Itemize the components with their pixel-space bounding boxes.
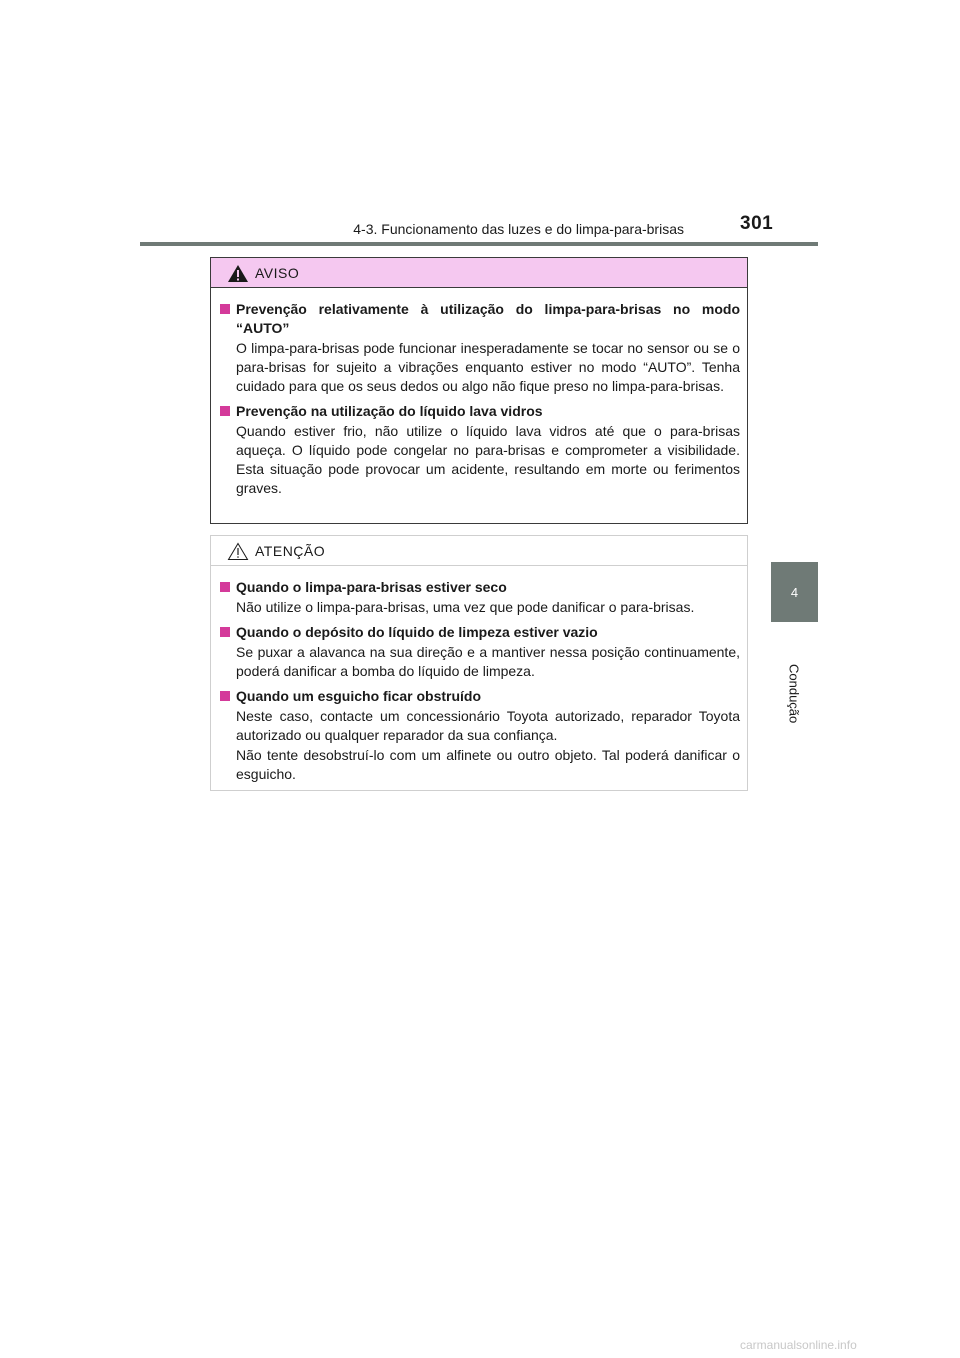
chapter-tab[interactable]: 4 bbox=[771, 562, 818, 622]
square-bullet-icon bbox=[220, 691, 230, 701]
item-title: Prevenção na utilização do líquido lava vidros bbox=[218, 402, 740, 421]
warning-label: AVISO bbox=[255, 264, 300, 281]
item-title: Quando o limpa-para-brisas estiver seco bbox=[218, 578, 740, 597]
square-bullet-icon bbox=[220, 582, 230, 592]
caution-triangle-icon bbox=[227, 542, 249, 561]
item-title: Prevenção relativamente à utilização do limpa-para-brisas no modo “AUTO” bbox=[218, 300, 740, 338]
warning-item bbox=[218, 402, 740, 498]
item-text: Não tente desobstruí-lo com um alfinete ou outro objeto. Tal poderá danificar o esguicho. bbox=[236, 747, 740, 782]
section-title: 4-3. Funcionamento das luzes e do limpa-para-brisas bbox=[353, 221, 684, 237]
caution-box bbox=[210, 535, 748, 791]
warning-triangle-icon bbox=[227, 264, 249, 283]
caution-item bbox=[218, 578, 740, 617]
header-rule bbox=[140, 242, 818, 246]
item-text: Se puxar a alavanca na sua direção e a mantiver nessa posição continuamente, poderá danificar a bomba do líquido de limpeza. bbox=[236, 644, 740, 679]
warning-item bbox=[218, 300, 740, 396]
page-number: 301 bbox=[740, 213, 774, 234]
warning-box bbox=[210, 257, 748, 524]
caution-header bbox=[211, 536, 747, 566]
square-bullet-icon bbox=[220, 304, 230, 314]
caution-item bbox=[218, 623, 740, 681]
square-bullet-icon bbox=[220, 406, 230, 416]
caution-item bbox=[218, 687, 740, 784]
item-text: Neste caso, contacte um concessionário Toyota autorizado, reparador Toyota autorizado ou qualquer reparador da sua confiança. bbox=[236, 708, 740, 743]
square-bullet-icon bbox=[220, 627, 230, 637]
chapter-label: Condução bbox=[786, 664, 802, 724]
watermark: carmanualsonline.info bbox=[740, 1338, 857, 1352]
item-text: Quando estiver frio, não utilize o líquido lava vidros até que o para-brisas aqueça. O líquido pode congelar no para-brisas e comprometer a visibilidade. Esta situação pode provocar um acidente, resultando em morte ou ferimentos graves. bbox=[236, 423, 740, 496]
item-text: Não utilize o limpa-para-brisas, uma vez que pode danificar o para-brisas. bbox=[236, 599, 695, 615]
item-title: Quando o depósito do líquido de limpeza estiver vazio bbox=[218, 623, 740, 642]
caution-label: ATENÇÃO bbox=[255, 542, 326, 559]
item-title: Quando um esguicho ficar obstruído bbox=[218, 687, 740, 706]
warning-header bbox=[211, 258, 747, 288]
item-text: O limpa-para-brisas pode funcionar inesperadamente se tocar no sensor ou se o para-brisas for sujeito a vibrações enquanto estiver no modo “AUTO”. Tenha cuidado para que os seus dedos ou algo não fique preso no limpa-para-brisas. bbox=[236, 340, 740, 394]
